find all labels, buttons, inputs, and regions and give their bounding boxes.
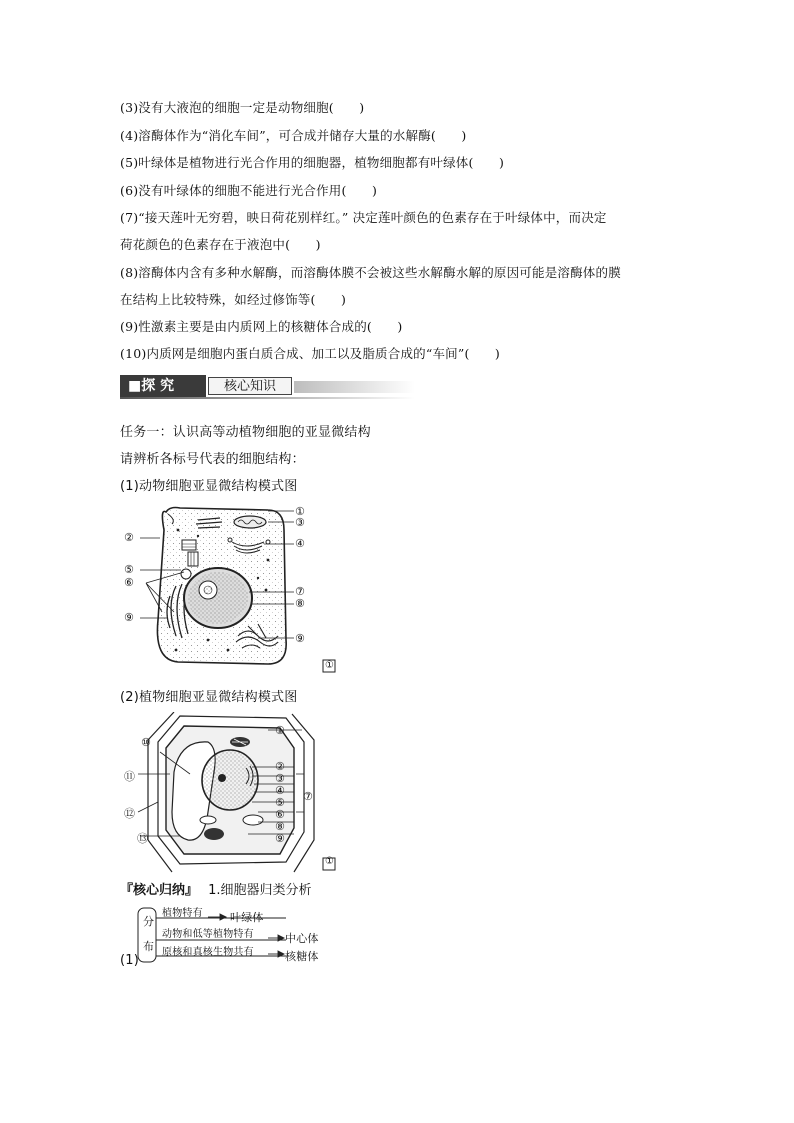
statement-8a: (8)溶酶体内含有多种水解酶，而溶酶体膜不会被这些水解酶水解的原因可能是溶酶体的膜: [120, 265, 621, 280]
category-char-2: 布: [143, 940, 155, 953]
statement-6: (6)没有叶绿体的细胞不能进行光合作用( ): [120, 183, 378, 198]
plant-label-11: ⑪: [124, 770, 136, 783]
animal-cell-diagram: [118, 500, 348, 678]
row-2-organelle: 中心体: [285, 932, 319, 945]
plant-label-10: ⑩: [141, 736, 152, 749]
plant-label-8: ⑧: [275, 820, 286, 833]
animal-label-5: ⑤: [124, 563, 135, 576]
animal-figure-title: (1)动物细胞亚显微结构模式图: [120, 479, 298, 494]
plant-label-7: ⑦: [303, 790, 314, 803]
plant-figure-title: (2)植物细胞亚显微结构模式图: [120, 690, 298, 705]
plant-label-13: ⑬: [137, 832, 149, 845]
row-1-organelle: 叶绿体: [230, 911, 264, 924]
plant-cell-diagram: [118, 712, 348, 877]
row-3-organelle: 核糖体: [285, 950, 319, 963]
instruction: 请辨析各标号代表的细胞结构：: [120, 452, 305, 467]
statement-9: (9)性激素主要是由内质网上的核糖体合成的( ): [120, 319, 403, 334]
summary-header: [120, 879, 312, 898]
animal-label-3: ③: [295, 516, 306, 529]
animal-label-9b: ⑨: [295, 632, 306, 645]
statement-5: (5)叶绿体是植物进行光合作用的细胞器，植物细胞都有叶绿体( ): [120, 155, 505, 170]
statement-8b: 在结构上比较特殊，如经过修饰等( ): [120, 292, 347, 307]
animal-label-4: ④: [295, 537, 306, 550]
section-banner: [120, 375, 415, 399]
statement-3: (3)没有大液泡的细胞一定是动物细胞( ): [120, 100, 365, 115]
animal-label-8: ⑧: [295, 597, 306, 610]
classification-index: (1): [120, 953, 140, 968]
plant-label-12: ⑫: [124, 807, 136, 820]
row-3-condition: 原核和真核生物共有: [162, 947, 254, 958]
task-title: 任务一：认识高等动植物细胞的亚显微结构: [120, 425, 371, 440]
statement-10: (10)内质网是细胞内蛋白质合成、加工以及脂质合成的“车间”( ): [120, 346, 500, 361]
animal-mark: ①: [325, 660, 335, 671]
banner-rule: [120, 397, 415, 399]
statement-4: (4)溶酶体作为“消化车间”，可合成并储存大量的水解酶( ): [120, 128, 467, 143]
summary-bracket: 『核心归纳』: [120, 883, 199, 898]
plant-mark: ①: [325, 856, 335, 867]
animal-label-1: ①: [295, 505, 306, 518]
category-char-1: 分: [143, 915, 155, 928]
row-1-condition: 植物特有: [162, 908, 203, 919]
banner-fade: [294, 381, 415, 393]
statement-7a: (7)“接天莲叶无穷碧，映日荷花别样红。” 决定莲叶颜色的色素存在于叶绿体中，而决定: [120, 210, 607, 225]
row-2-condition: 动物和低等植物特有: [162, 929, 254, 940]
animal-label-9a: ⑨: [124, 611, 135, 624]
plant-label-4: ④: [275, 784, 286, 797]
plant-label-6: ⑥: [275, 808, 286, 821]
animal-label-2: ②: [124, 531, 135, 544]
plant-label-9: ⑨: [275, 832, 286, 845]
banner-core-knowledge: 核心知识: [208, 377, 292, 395]
plant-label-3: ③: [275, 772, 286, 785]
animal-label-6: ⑥: [124, 576, 135, 589]
plant-label-5: ⑤: [275, 796, 286, 809]
plant-label-1: ①: [275, 724, 286, 737]
animal-label-7: ⑦: [295, 585, 306, 598]
plant-label-2: ②: [275, 760, 286, 773]
banner-explore: ■探 究: [120, 375, 206, 397]
summary-title: 1.细胞器归类分析: [208, 883, 312, 898]
statement-7b: 荷花颜色的色素存在于液泡中( ): [120, 237, 321, 252]
